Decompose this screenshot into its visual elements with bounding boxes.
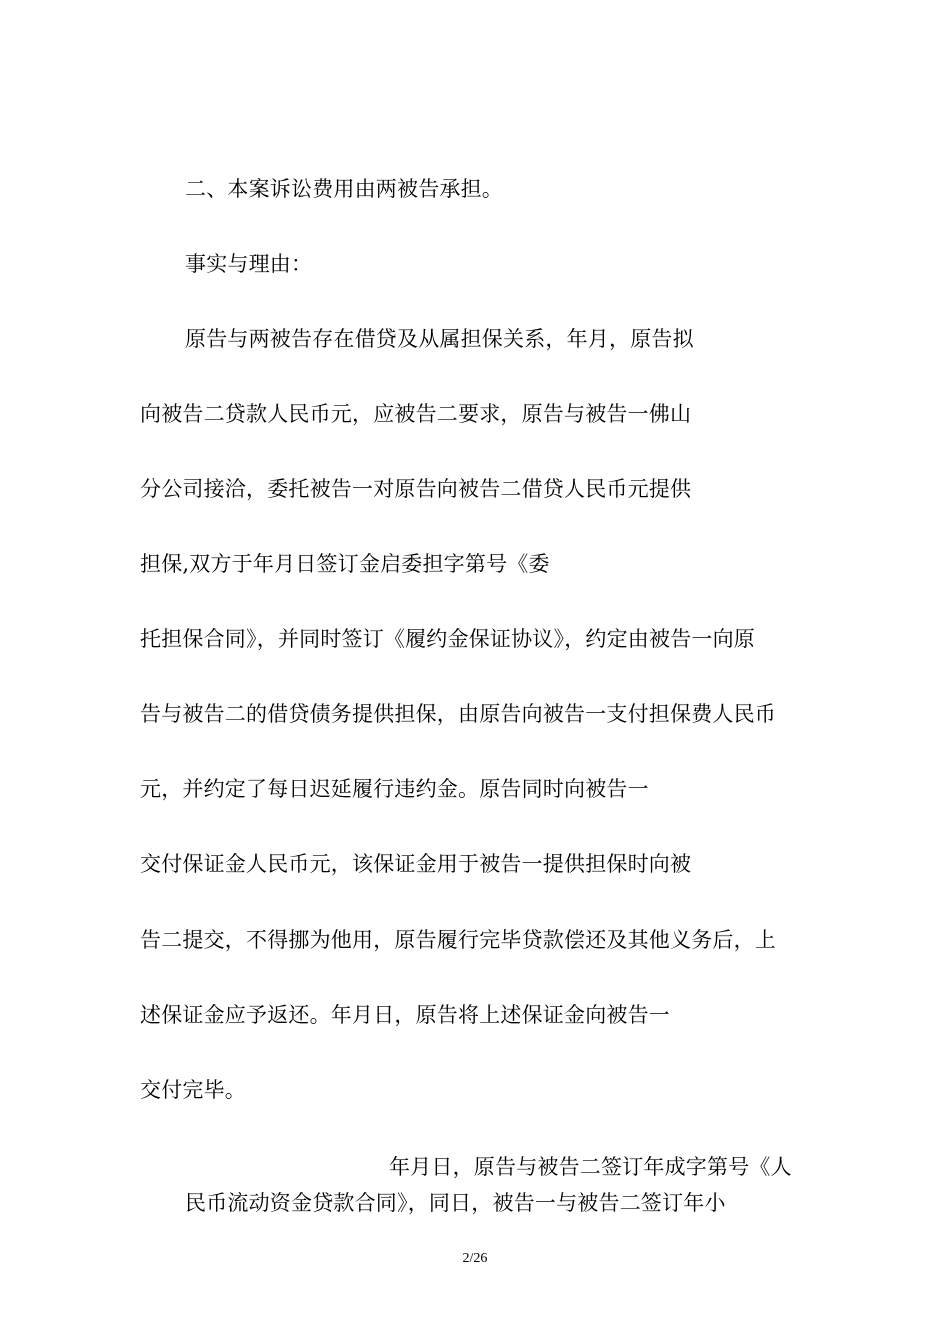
paragraph-line: 告与被告二的借贷债务提供担保，由原告向被告一支付担保费人民币 (140, 702, 776, 726)
paragraph-line: 分公司接洽，委托被告一对原告向被告二借贷人民币元提供 (140, 477, 692, 501)
paragraph-line: 交付保证金人民币元，该保证金用于被告一提供担保时向被 (140, 852, 692, 876)
paragraph-line: 托担保合同》，并同时签订《履约金保证协议》，约定由被告一向原 (140, 627, 755, 651)
paragraph-line: 告二提交，不得挪为他用，原告履行完毕贷款偿还及其他义务后，上 (140, 928, 776, 952)
paragraph-line: 民币流动资金贷款合同》，同日，被告一与被告二签订年小 (185, 1191, 726, 1215)
paragraph-line: 年月日，原告与被告二签订年成字第号《人 (389, 1155, 792, 1179)
paragraph-line: 原告与两被告存在借贷及从属担保关系，年月，原告拟 (185, 327, 694, 351)
paragraph-line: 担保,双方于年月日签订金启委担字第号《委 (140, 552, 550, 576)
paragraph-line: 事实与理由： (185, 252, 313, 276)
paragraph-line: 述保证金应予返还。年月日，原告将上述保证金向被告一 (140, 1003, 670, 1027)
paragraph-line: 向被告二贷款人民币元，应被告二要求，原告与被告一佛山 (140, 402, 692, 426)
paragraph-line: 交付完毕。 (140, 1078, 246, 1102)
paragraph-line: 二、本案诉讼费用由两被告承担。 (185, 177, 503, 201)
page-number: 2/26 (462, 1251, 488, 1266)
paragraph-line: 元，并约定了每日迟延履行违约金。原告同时向被告一 (140, 777, 649, 801)
